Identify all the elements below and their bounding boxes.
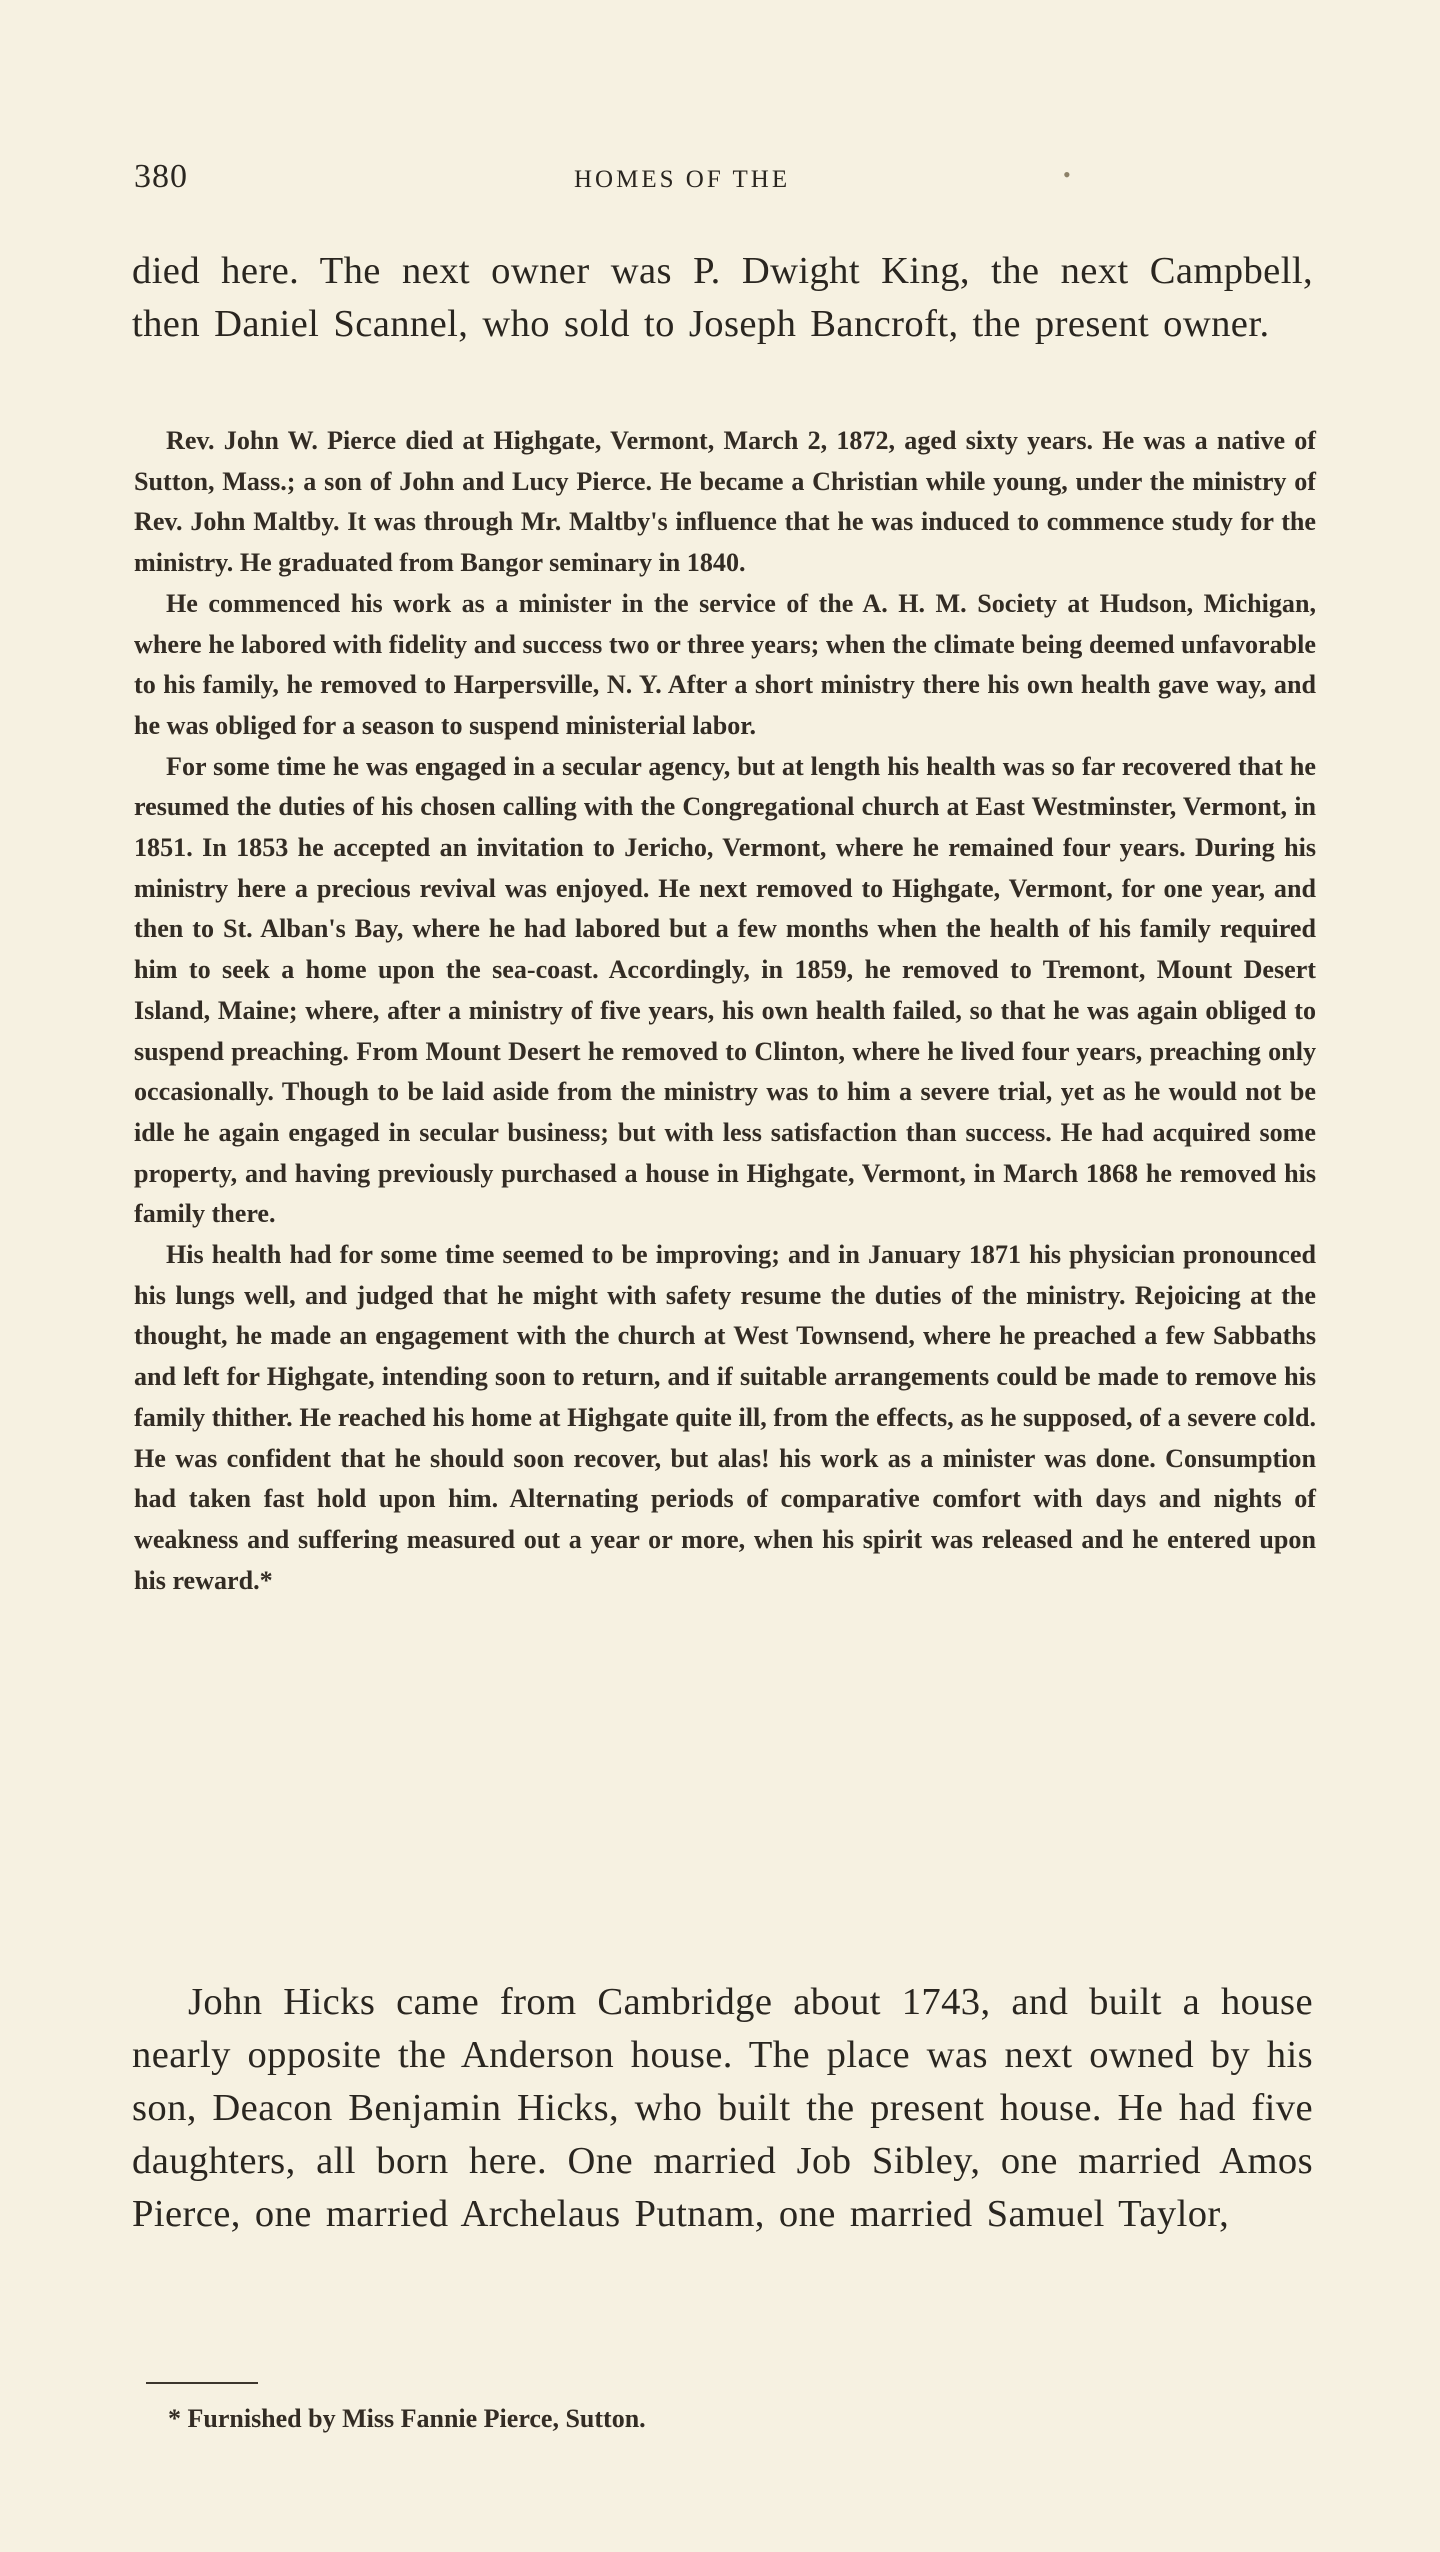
note-paragraph-3: For some time he was engaged in a secular agency, but at length his health was so far recovered that he resumed the duties of his chosen calling with the Congregational church at East Westminster, Vermont, in 1851. In 1853 he accepted an invitation to Jericho, Vermont, where he remained four years. During his ministry here a precious revival was enjoyed. He next removed to Highgate, Vermont, for one year, and then to St. Alban's Bay, where he had labored but a few months when the health of his family required him to seek a home upon the sea-coast. Accordingly, in 1859, he removed to Tremont, Mount Desert Island, Maine; where, after a ministry of five years, his own health failed, so that he was again obliged to suspend preaching. From Mount Desert he removed to Clinton, where he lived four years, preaching only occasionally. Though to be laid aside from the ministry was to him a severe trial, yet as he would not be idle he again engaged in secular business; but with less satisfaction than success. He had acquired some property, and having previously purchased a house in Highgate, Vermont, in March 1868 he removed his family there. [134, 751, 1316, 1229]
opening-paragraph-block [132, 245, 1313, 351]
opening-paragraph: died here. The next owner was P. Dwight King, the next Campbell, then Daniel Scannel, who sold to Joseph Bancroft, the present owner. [132, 250, 1313, 345]
note-paragraph-2: He commenced his work as a minister in the service of the A. H. M. Society at Hudson, Michigan, where he labored with fidelity and success two or three years; when the climate being deemed unfavorable to his family, he removed to Harpersville, N. Y. After a short ministry there his own health gave way, and he was obliged for a season to suspend ministerial labor. [134, 588, 1316, 740]
note-paragraph-1: Rev. John W. Pierce died at Highgate, Vermont, March 2, 1872, aged sixty years. He was a native of Sutton, Mass.; a son of John and Lucy Pierce. He became a Christian while young, under the ministry of Rev. John Maltby. It was through Mr. Maltby's influence that he was induced to commence study for the ministry. He graduated from Bangor seminary in 1840. [134, 426, 1316, 578]
note-paragraph-4: His health had for some time seemed to be improving; and in January 1871 his physician pronounced his lungs well, and judged that he might with safety resume the duties of the ministry. Rejoicing at the thought, he made an engagement with the church at West Townsend, where he preached a few Sabbaths and left for Highgate, intending soon to return, and if suitable arrangements could be made to remove his family thither. He reached his home at Highgate quite ill, from the effects, as he supposed, of a severe cold. He was confident that he should soon recover, but alas! his work as a minister was done. Consumption had taken fast hold upon him. Alternating periods of comparative comfort with days and nights of weakness and suffering measured out a year or more, when his spirit was released and he entered upon his reward.* [134, 1240, 1316, 1595]
hicks-paragraph-block [132, 1976, 1313, 2241]
page-header [134, 158, 1250, 198]
header-mark: • [1063, 162, 1071, 187]
footnote: * Furnished by Miss Fannie Pierce, Sutton. [168, 2404, 646, 2433]
running-title: HOMES OF THE [574, 166, 791, 193]
footnote-rule [146, 2382, 258, 2384]
biographical-note [134, 421, 1316, 1601]
page-number: 380 [134, 158, 188, 195]
hicks-paragraph: John Hicks came from Cambridge about 1743, and built a house nearly opposite the Anderson house. The place was next owned by his son, Deacon Benjamin Hicks, who built the present house. He had five daughters, all born here. One married Job Sibley, one married Amos Pierce, one married Archelaus Putnam, one married Samuel Taylor, [132, 1981, 1313, 2235]
